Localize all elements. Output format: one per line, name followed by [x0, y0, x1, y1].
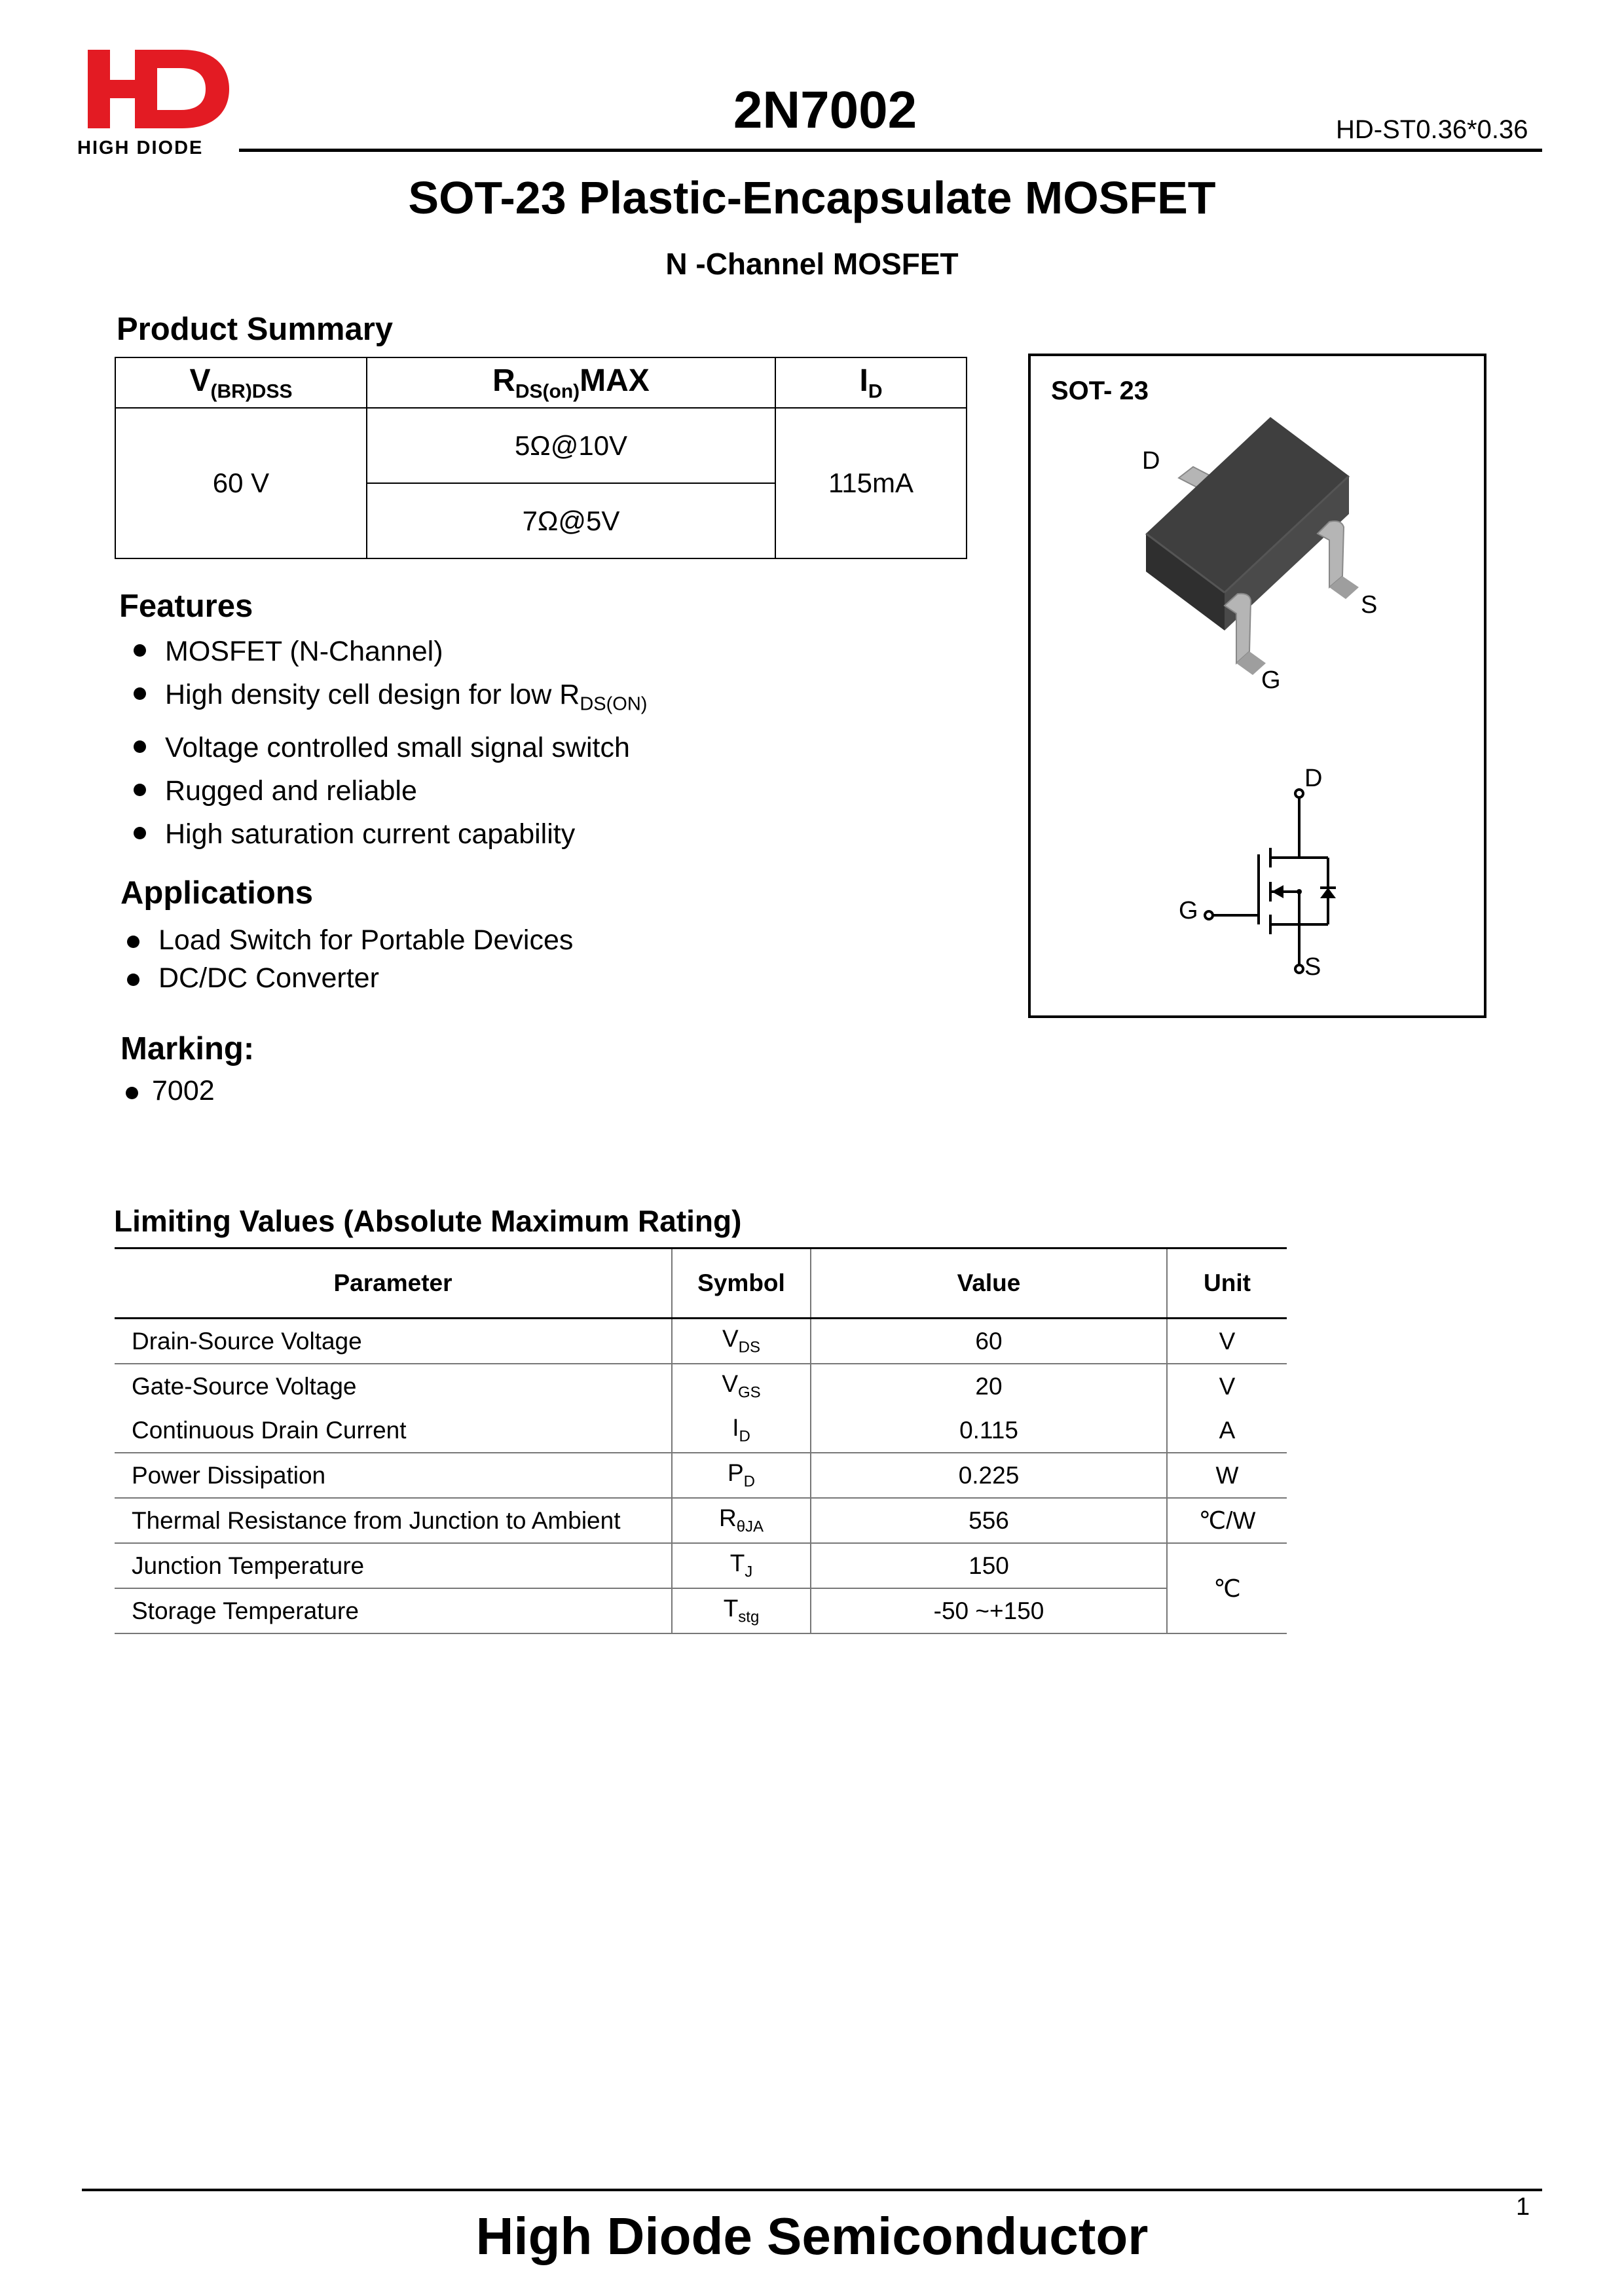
value-cell: 556	[811, 1498, 1167, 1543]
features-list	[119, 630, 647, 856]
param-cell: Storage Temperature	[115, 1588, 672, 1633]
table-row	[115, 1588, 1287, 1633]
list-item: 7002	[111, 1072, 215, 1109]
footer-company: High Diode Semiconductor	[475, 2207, 1149, 2265]
limiting-values-heading: Limiting Values (Absolute Maximum Rating)	[114, 1204, 742, 1238]
column-header: Parameter	[115, 1248, 672, 1319]
product-summary-table	[115, 357, 967, 559]
list-item: Rugged and reliable	[119, 769, 647, 812]
unit-cell: A	[1167, 1408, 1287, 1453]
unit-cell: V	[1167, 1364, 1287, 1408]
value-cell: 60	[811, 1319, 1167, 1364]
symbol-cell: $I_D$	[672, 1408, 811, 1453]
list-item: Voltage controlled small signal switch	[119, 726, 647, 769]
product-summary-heading: Product Summary	[117, 312, 394, 347]
value-cell: 150	[811, 1543, 1167, 1588]
table-row	[115, 1543, 1287, 1588]
list-item: Load Switch for Portable Devices	[113, 921, 573, 959]
param-cell: Continuous Drain Current	[115, 1408, 672, 1453]
table-row	[115, 1408, 1287, 1453]
symbol-cell: $R_{\theta JA}$	[672, 1498, 811, 1543]
column-header: Value	[811, 1248, 1167, 1319]
list-item: High saturation current capability	[119, 812, 647, 856]
list-item: MOSFET (N-Channel)	[119, 630, 647, 673]
column-header: Symbol	[672, 1248, 811, 1319]
param-cell: Thermal Resistance from Junction to Ambient	[115, 1498, 672, 1543]
id-header: $I_D$	[775, 357, 967, 408]
document-subtitle: N -Channel MOSFET	[665, 247, 959, 281]
limiting-values-table	[115, 1247, 1287, 1634]
unit-cell: ℃/W	[1167, 1498, 1287, 1543]
schematic-d-label: D	[1304, 765, 1323, 792]
unit-cell: V	[1167, 1319, 1287, 1364]
value-cell: -50 ~+150	[811, 1588, 1167, 1633]
features-heading: Features	[119, 589, 253, 624]
unit-cell: ℃	[1167, 1543, 1287, 1633]
logo-text: HIGH DIODE	[77, 137, 204, 158]
symbol-cell: $T_{stg}$	[672, 1588, 811, 1633]
sot23-package-drawing	[1133, 409, 1408, 697]
id-value: 115mA	[775, 408, 967, 558]
value-cell: 0.115	[811, 1408, 1167, 1453]
marking-list	[111, 1072, 215, 1109]
rdson-header: $R_{DS(on)}MAX$	[367, 357, 775, 408]
mosfet-schematic-symbol	[1179, 766, 1356, 989]
schematic-s-label: S	[1304, 953, 1321, 981]
param-cell: Junction Temperature	[115, 1543, 672, 1588]
param-cell: Power Dissipation	[115, 1453, 672, 1498]
table-row	[115, 1453, 1287, 1498]
vbrdss-header: $V_{(BR)DSS}$	[115, 357, 367, 408]
list-item: DC/DC Converter	[113, 959, 573, 997]
marking-heading: Marking:	[120, 1031, 255, 1066]
schematic-g-label: G	[1179, 897, 1198, 924]
pin-d-label: D	[1142, 447, 1160, 475]
applications-heading: Applications	[120, 875, 314, 911]
page-number: 1	[1516, 2193, 1530, 2221]
rdson-value-2: 7Ω@5V	[367, 483, 775, 558]
applications-list	[113, 921, 573, 997]
symbol-cell: $P_D$	[672, 1453, 811, 1498]
document-title: SOT-23 Plastic-Encapsulate MOSFET	[408, 172, 1216, 223]
vbrdss-value: 60 V	[115, 408, 367, 558]
unit-cell: W	[1167, 1453, 1287, 1498]
column-header: Unit	[1167, 1248, 1287, 1319]
value-cell: 20	[811, 1364, 1167, 1408]
list-item: High density cell design for low $R_{DS(ON)}$	[119, 673, 647, 726]
table-row	[115, 1498, 1287, 1543]
package-label: SOT- 23	[1051, 376, 1149, 405]
part-number: 2N7002	[733, 81, 917, 139]
symbol-cell: $V_{DS}$	[672, 1319, 811, 1364]
value-cell: 0.225	[811, 1453, 1167, 1498]
symbol-cell: $T_J$	[672, 1543, 811, 1588]
doc-code: HD-ST0.36*0.36	[1336, 115, 1528, 144]
header-rule	[239, 149, 1542, 152]
symbol-cell: $V_{GS}$	[672, 1364, 811, 1408]
param-cell: Gate-Source Voltage	[132, 1372, 357, 1400]
footer-rule	[82, 2189, 1542, 2191]
pin-g-label: G	[1261, 666, 1281, 694]
pin-s-label: S	[1361, 591, 1378, 619]
param-cell: Drain-Source Voltage	[115, 1319, 672, 1364]
table-row	[115, 1319, 1287, 1364]
table-row	[115, 1364, 1287, 1408]
rdson-value-1: 5Ω@10V	[367, 408, 775, 483]
